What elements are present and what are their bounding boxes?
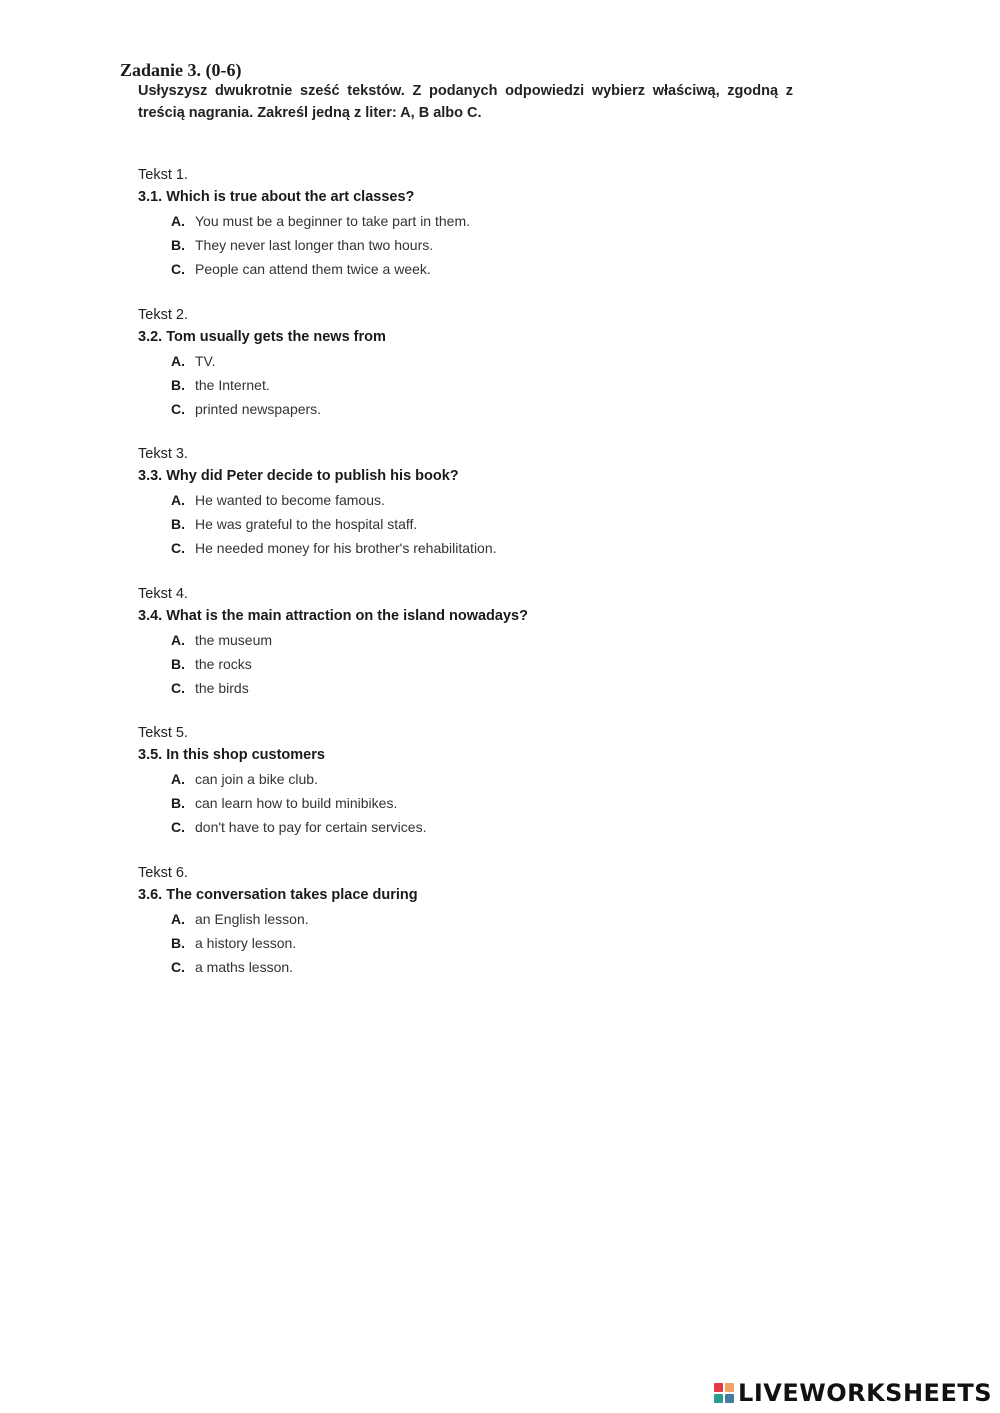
option-text: You must be a beginner to take part in them. [195,213,470,229]
answer-option[interactable] [138,512,497,536]
option-text: can join a bike club. [195,771,318,787]
question-stem: 3.6. The conversation takes place during [138,887,418,903]
question-block [138,444,497,560]
option-letter: B. [171,935,185,951]
option-letter: A. [171,492,185,508]
answer-option[interactable] [138,767,426,791]
answer-option[interactable] [138,676,528,700]
answer-option[interactable] [138,907,418,931]
logo-square [725,1383,734,1392]
task-instruction: Usłyszysz dwukrotnie sześć tekstów. Z podanych odpowiedzi wybierz właściwą, zgodną z treścią nagrania. Zakreśl jedną z liter: A, B albo C. [138,83,793,121]
option-text: the museum [195,632,273,648]
option-text: the birds [195,680,249,696]
option-letter: B. [171,656,185,672]
question-block [138,165,470,281]
answer-option[interactable] [138,791,426,815]
question-stem: 3.1. Which is true about the art classes? [138,189,415,205]
option-text: He was grateful to the hospital staff. [195,516,418,532]
answer-option[interactable] [138,628,528,652]
option-text: People can attend them twice a week. [195,261,431,277]
option-text: He needed money for his brother's rehabilitation. [195,540,497,556]
liveworksheets-brand [714,1379,992,1407]
question-stem: 3.2. Tom usually gets the news from [138,329,386,345]
logo-square [714,1383,723,1392]
text-label: Tekst 3. [138,446,188,462]
logo-square [714,1394,723,1403]
option-letter: C. [171,819,185,835]
answer-option[interactable] [138,815,426,839]
answer-option[interactable] [138,397,386,421]
brand-name: LIVEWORKSHEETS [738,1379,992,1407]
text-label: Tekst 2. [138,307,188,323]
logo-square [725,1394,734,1403]
answer-option[interactable] [138,233,470,257]
option-letter: B. [171,516,185,532]
option-text: can learn how to build minibikes. [195,795,398,811]
question-block [138,305,386,421]
option-letter: C. [171,959,185,975]
answer-option[interactable] [138,257,470,281]
answer-option[interactable] [138,349,386,373]
question-stem: 3.5. In this shop customers [138,747,325,763]
option-text: a history lesson. [195,935,297,951]
option-letter: C. [171,540,185,556]
liveworksheets-logo-icon [714,1383,734,1403]
option-letter: B. [171,377,185,393]
answer-option[interactable] [138,488,497,512]
answer-option[interactable] [138,536,497,560]
option-text: the rocks [195,656,252,672]
option-text: the Internet. [195,377,270,393]
text-label: Tekst 1. [138,167,188,183]
option-letter: A. [171,632,185,648]
answer-option[interactable] [138,955,418,979]
question-stem: 3.4. What is the main attraction on the island nowadays? [138,608,528,624]
answer-option[interactable] [138,652,528,676]
option-letter: C. [171,261,185,277]
option-letter: A. [171,353,185,369]
question-stem: 3.3. Why did Peter decide to publish his book? [138,468,459,484]
answer-option[interactable] [138,931,418,955]
question-block [138,723,426,839]
option-letter: C. [171,401,185,417]
option-text: printed newspapers. [195,401,322,417]
option-text: He wanted to become famous. [195,492,385,508]
text-label: Tekst 6. [138,865,188,881]
question-block [138,584,528,700]
text-label: Tekst 5. [138,725,188,741]
text-label: Tekst 4. [138,586,188,602]
option-letter: A. [171,771,185,787]
option-letter: B. [171,237,185,253]
option-letter: B. [171,795,185,811]
option-text: a maths lesson. [195,959,294,975]
option-text: an English lesson. [195,911,309,927]
option-letter: C. [171,680,185,696]
option-text: don't have to pay for certain services. [195,819,427,835]
question-block [138,863,418,979]
answer-option[interactable] [138,209,470,233]
option-text: They never last longer than two hours. [195,237,434,253]
option-text: TV. [195,353,216,369]
option-letter: A. [171,911,185,927]
answer-option[interactable] [138,373,386,397]
task-title: Zadanie 3. (0-6) [120,60,242,80]
option-letter: A. [171,213,185,229]
